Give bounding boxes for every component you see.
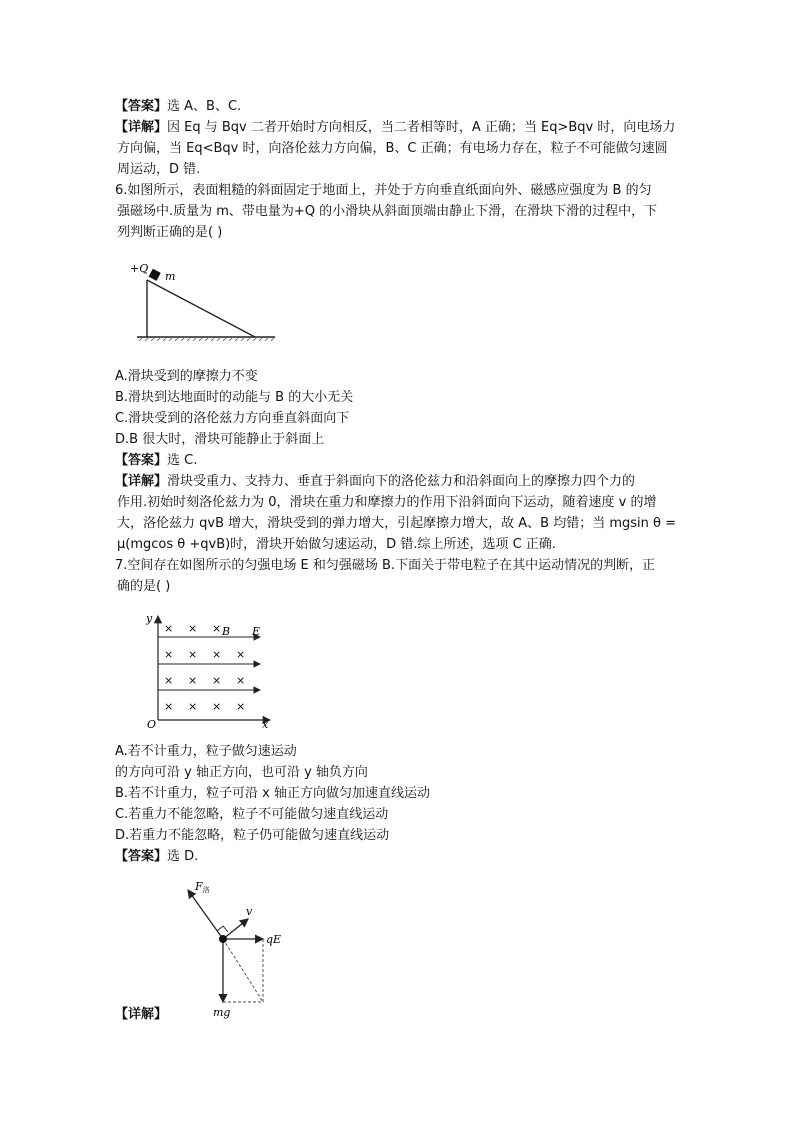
detail-line: μ(mgcos θ +qvB)时，滑块开始做匀速运动，D 错.综上所述，选项 C 正确. xyxy=(117,537,556,552)
x-axis-label: x xyxy=(262,718,269,730)
question-stem: 6.如图所示，表面粗糙的斜面固定于地面上，并处于方向垂直纸面向外、磁感应强度为 B 的匀 xyxy=(115,183,652,198)
field-cross: × xyxy=(236,674,246,687)
option-d: D.B 很大时，滑块可能静止于斜面上 xyxy=(115,432,325,447)
field-cross: × xyxy=(212,700,222,713)
detail-line: 周运动，D 错. xyxy=(117,162,201,177)
field-cross: × xyxy=(236,700,246,713)
field-cross: × xyxy=(188,648,198,661)
option-b: B.若不计重力，粒子可沿 x 轴正方向做匀加速直线运动 xyxy=(115,786,431,801)
detail-line: 大，洛伦兹力 qvB 增大，滑块受到的弹力增大，引起摩擦力增大，故 A、B 均错；当 mgsin θ = xyxy=(117,516,676,531)
question-stem: 列判断正确的是( ) xyxy=(117,225,223,240)
lorentz-force-arrow xyxy=(188,890,223,939)
field-cross: × xyxy=(164,622,174,635)
option-c: C.若重力不能忽略，粒子不可能做匀速直线运动 xyxy=(115,807,389,822)
detail-line: 方向偏，当 Eq<Bqv 时，向洛伦兹力方向偏，B、C 正确；有电场力存在，粒子不可能做匀速圆 xyxy=(117,141,668,156)
velocity-label: v xyxy=(246,905,253,918)
field-cross: × xyxy=(212,648,222,661)
right-angle-mark xyxy=(217,926,228,932)
field-b-label: B xyxy=(222,625,231,638)
charge-label: +Q xyxy=(130,262,149,275)
question-stem: 确的是( ) xyxy=(117,579,171,594)
option-d: D.若重力不能忽略，粒子仍可能做匀速直线运动 xyxy=(115,828,390,843)
lorentz-force-label: F洛 xyxy=(195,880,210,894)
force-diagram xyxy=(180,875,290,1020)
velocity-arrow xyxy=(223,919,248,939)
field-cross: × xyxy=(164,674,174,687)
field-cross: × xyxy=(188,674,198,687)
field-cross: × xyxy=(212,674,222,687)
electric-force-label: qE xyxy=(266,933,282,946)
option-c: C.滑块受到的洛伦兹力方向垂直斜面向下 xyxy=(115,411,350,426)
field-cross: × xyxy=(164,648,174,661)
question-stem: 7.空间存在如图所示的匀强电场 E 和匀强磁场 B.下面关于带电粒子在其中运动情况的判断，正 xyxy=(115,558,656,573)
origin-label: O xyxy=(147,718,157,730)
y-axis-label: y xyxy=(146,612,153,625)
incline-figure xyxy=(125,255,285,347)
slider-block xyxy=(149,269,161,281)
detail-line: 作用.初始时刻洛伦兹力为 0，滑块在重力和摩擦力的作用下沿斜面向下运动，随着速度 v 的增 xyxy=(117,495,657,510)
detail-line: 【详解】滑块受重力、支持力、垂直于斜面向下的洛伦兹力和沿斜面向上的摩擦力四个力的 xyxy=(115,474,636,489)
option-a-continued: 的方向可沿 y 轴正方向，也可沿 y 轴负方向 xyxy=(115,765,368,780)
incline-slope xyxy=(147,280,255,337)
detail-line: 【详解】因 Eq 与 Bqv 二者开始时方向相反，当二者相等时，A 正确；当 Eq>Bqv 时，向电场力 xyxy=(115,120,676,135)
resultant-construction xyxy=(223,939,263,1002)
answer-line: 【答案】选 C. xyxy=(115,453,198,468)
field-cross: × xyxy=(164,700,174,713)
field-cross: × xyxy=(188,700,198,713)
answer-line: 【答案】选 D. xyxy=(115,849,199,864)
mass-label: m xyxy=(165,270,176,283)
field-cross: × xyxy=(212,622,222,635)
question-stem: 强磁场中.质量为 m、带电量为+Q 的小滑块从斜面顶端由静止下滑，在滑块下滑的过程中，下 xyxy=(117,204,658,219)
option-a: A.若不计重力，粒子做匀速运动 xyxy=(115,744,297,759)
field-figure xyxy=(142,610,277,730)
magnetic-field-crosses xyxy=(164,622,245,713)
field-e-label: E xyxy=(252,625,261,638)
gravity-label: mg xyxy=(213,1006,231,1019)
detail-heading: 【详解】 xyxy=(115,1007,168,1022)
answer-line: 【答案】选 A、B、C. xyxy=(115,99,242,114)
charged-particle xyxy=(219,935,227,943)
option-b: B.滑块到达地面时的动能与 B 的大小无关 xyxy=(115,390,354,405)
field-cross: × xyxy=(236,648,246,661)
field-cross: × xyxy=(188,622,198,635)
option-a: A.滑块受到的摩擦力不变 xyxy=(115,369,258,384)
